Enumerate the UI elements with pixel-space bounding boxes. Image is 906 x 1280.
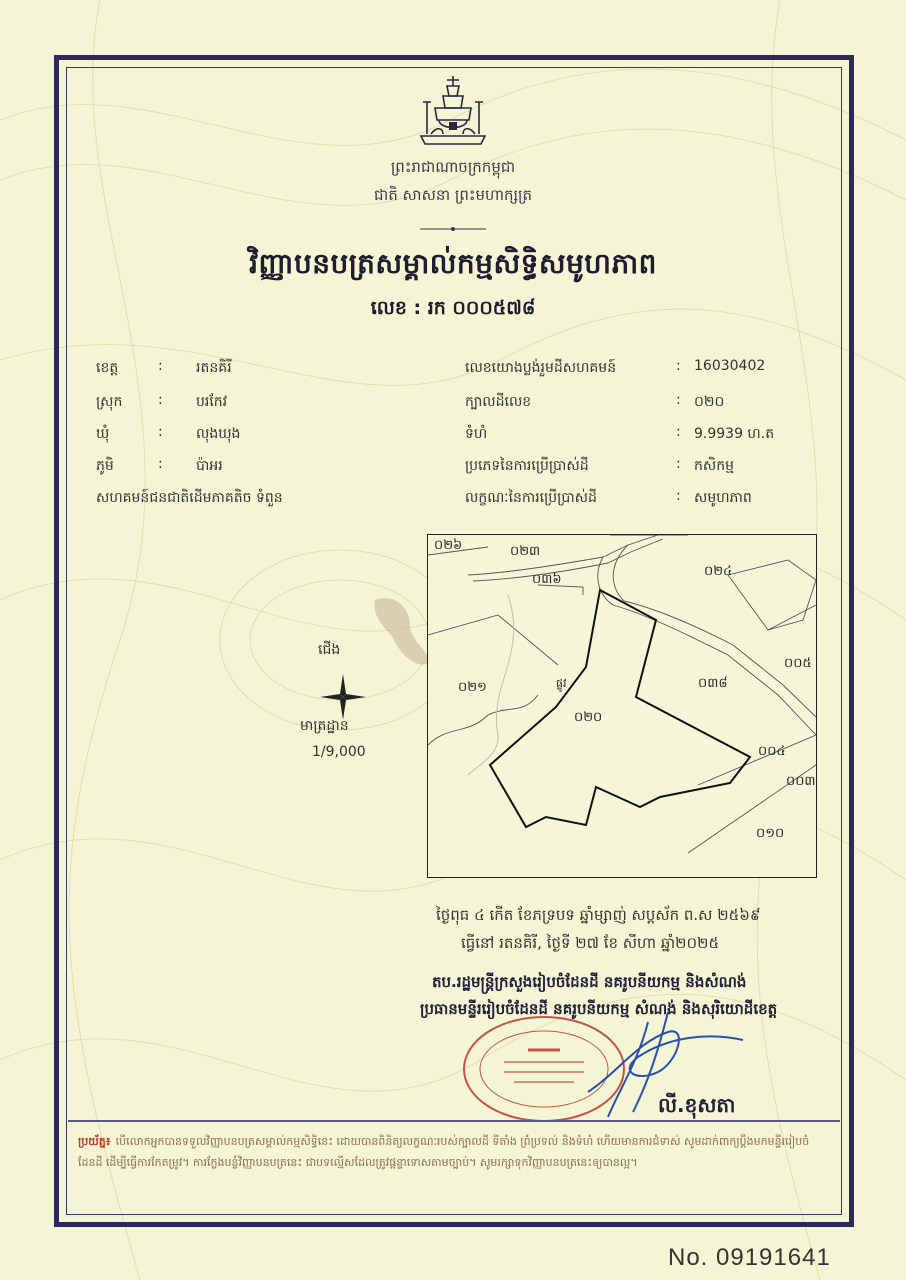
field-value-village: ប៉ាអរ (196, 458, 223, 474)
field-value-land-use-type: កសិកម្ម (694, 458, 734, 474)
kingdom-text: ព្រះរាជាណាចក្រកម្ពុជា (390, 158, 516, 176)
field-label-province: ខេត្ត (96, 360, 119, 376)
community-name: សហគមន៍ជនជាតិដើមភាគតិច ទំពួន (96, 490, 283, 506)
certificate-title: វិញ្ញាបនបត្រសម្គាល់កម្មសិទ្ធិសមូហភាព (249, 247, 657, 280)
warning-note (68, 1120, 840, 1214)
parcel-label: ០១០ (756, 826, 785, 841)
signer-name: លី.ខុសតា (658, 1093, 736, 1117)
colon: : (676, 488, 681, 504)
field-value-parcel: ០២០ (694, 394, 725, 410)
field-value-reference: 16030402 (694, 358, 766, 374)
colon: : (158, 424, 163, 440)
parcel-label: ០២០ (574, 710, 603, 725)
issue-date: ធ្វើនៅ រតនគិរី, ថ្ងៃទី ២៧ ខែ សីហា ឆ្នាំ២០២៥ (461, 934, 720, 952)
royal-emblem-icon (413, 72, 493, 150)
field-label-land-use-type: ប្រភេទនៃការប្រើប្រាស់ដី (465, 458, 589, 474)
official-line-2: ប្រធានមន្ទីររៀបចំដែនដី នគរូបនីយកម្ម សំណង់ និងសុរិយោដីខេត្ត (420, 1000, 778, 1018)
motto-text: ជាតិ សាសនា ព្រះមហាក្សត្រ (373, 186, 533, 204)
field-label-commune: ឃុំ (96, 426, 110, 442)
serial-number: No. 09191641 (668, 1244, 831, 1271)
parcel-label: ០២៣ (510, 544, 541, 559)
parcel-label: ០២១ (458, 680, 487, 695)
parcel-map-drawing (428, 535, 816, 877)
parcel-label: ០២៤ (704, 564, 733, 579)
field-value-district: បរកែវ (196, 394, 228, 410)
field-value-province: រតនគិរី (196, 360, 232, 376)
scale-value: 1/9,000 (312, 744, 366, 760)
official-line-1: តប.រដ្ឋមន្ត្រីក្រសួងរៀបចំដែនដី នគរូបនីយកម្ម និងសំណង់ (432, 973, 747, 991)
parcel-label: ០០៣ (786, 774, 816, 789)
field-value-commune: លុងឃុង (196, 426, 241, 442)
field-label-village: ភូមិ (96, 458, 114, 474)
colon: : (676, 358, 681, 374)
note-label: ប្រយ័ត្ន៖ (78, 1135, 111, 1148)
parcel-label: ០០៤ (758, 744, 786, 759)
field-label-land-use-nature: លក្ខណៈនៃការប្រើប្រាស់ដី (465, 490, 597, 506)
field-value-area: 9.9939 ហ.ត (694, 426, 775, 442)
colon: : (676, 424, 681, 440)
field-label-district: ស្រុក (96, 394, 123, 410)
parcel-map (427, 534, 817, 878)
field-label-reference: លេខយោងប្លង់រួមដីសហគមន៍ (465, 360, 617, 376)
north-arrow-icon (318, 672, 368, 722)
colon: : (676, 392, 681, 408)
certificate-number: លេខ : រក ០០០៥៧៨ (370, 297, 536, 319)
field-label-area: ទំហំ (465, 426, 488, 442)
colon: : (158, 392, 163, 408)
parcel-label: ០០៥ (784, 656, 812, 671)
colon: : (158, 358, 163, 374)
note-text: បើលោកអ្នកបានទទួលវិញ្ញាបនបត្រសម្គាល់កម្មសិទ្ធិនេះ ដោយបានពិនិត្យលក្ខណៈរបស់ក្បាលដី ទីតាំង ព្រំប្រទល់ និងទំហំ ហើយមានការជំទាស់ សូមដាក់ពាក្យប្តឹងមកមន្ទីររៀបចំដែនដី ដើម្បីធ្វើការកែតម្រូវ។ ការក្លែងបន្លំវិញ្ញាបនបត្រនេះ ជាបទល្មើសដែលត្រូវផ្តន្ទាទោសតាមច្បាប់។ សូមរក្សាទុកវិញ្ញាបនបត្រនេះឲ្យបានល្អ។ (78, 1135, 810, 1169)
parcel-label: ០៣៦ (532, 572, 562, 587)
ornament-divider (420, 226, 486, 232)
colon: : (158, 456, 163, 472)
colon: : (676, 456, 681, 472)
road-label: ផ្លូវ (556, 677, 567, 690)
field-label-parcel: ក្បាលដីលេខ (465, 394, 532, 410)
parcel-label: ០៣៨ (698, 676, 728, 691)
north-label: ជើង (318, 642, 341, 658)
field-value-land-use-nature: សមូហភាព (694, 490, 752, 506)
parcel-label: ០២៦ (434, 538, 463, 553)
scale-label: មាត្រដ្ឋាន (300, 718, 349, 734)
lunar-date: ថ្ងៃពុធ ៤ កើត ខែភទ្របទ ឆ្នាំម្សាញ់ សប្តស័ក ព.ស ២៥៦៩ (436, 906, 761, 924)
